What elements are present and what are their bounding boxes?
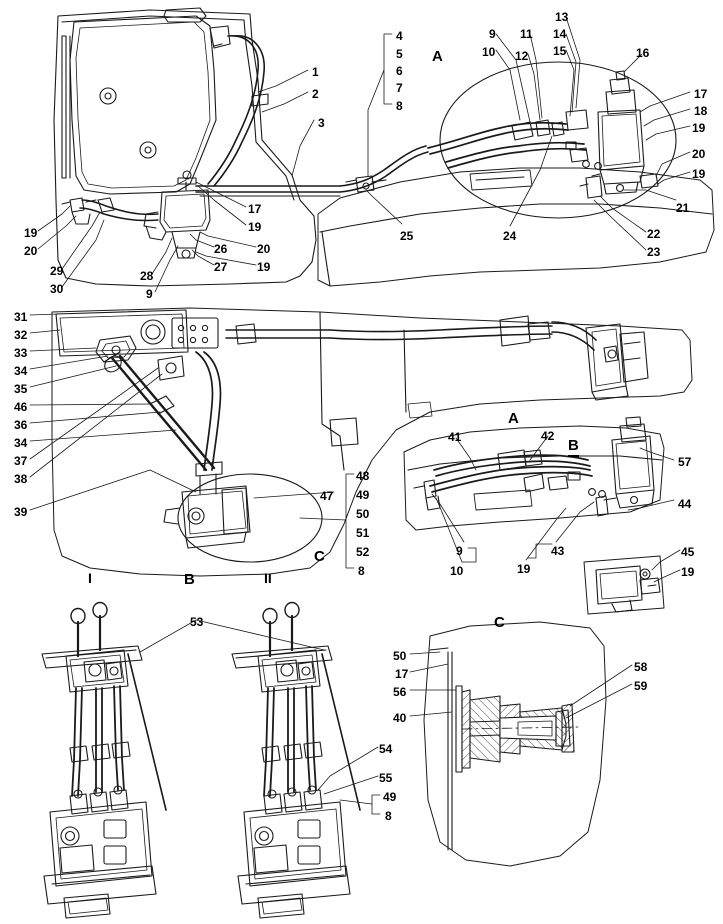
- callout-33: 33: [14, 346, 28, 360]
- callout-26: 26: [214, 242, 228, 256]
- callout-5: 5: [396, 47, 403, 61]
- callout-19-left-a: 19: [248, 220, 262, 234]
- callout-16: 16: [636, 46, 650, 60]
- callout-19-detail-45: 19: [681, 565, 695, 579]
- callout-8: 8: [396, 99, 403, 113]
- callout-12: 12: [515, 49, 529, 63]
- callout-29: 29: [50, 264, 64, 278]
- callout-19-mid: 19: [257, 260, 271, 274]
- callout-13: 13: [555, 10, 569, 24]
- callout-20-farleft: 20: [24, 244, 38, 258]
- callout-25: 25: [400, 229, 414, 243]
- callout-9: 9: [489, 27, 496, 41]
- section-label-b-bottom: B: [184, 571, 195, 588]
- section-label-b-mid: B: [568, 437, 579, 457]
- view-label-i: I: [88, 570, 92, 586]
- callout-17-right: 17: [694, 87, 708, 101]
- callout-49-bottom: 49: [383, 790, 397, 804]
- callout-53: 53: [190, 615, 204, 629]
- callout-17-detail-c: 17: [395, 667, 409, 681]
- callout-19-right-a: 19: [692, 121, 706, 135]
- callout-22: 22: [647, 227, 661, 241]
- callout-39: 39: [14, 505, 28, 519]
- callout-19-farleft: 19: [24, 226, 38, 240]
- callout-47: 47: [320, 489, 334, 503]
- callout-10-detail-a: 10: [450, 564, 464, 578]
- callout-45: 45: [681, 545, 695, 559]
- callout-50-mid: 50: [356, 507, 370, 521]
- callout-42: 42: [541, 429, 555, 443]
- section-label-c-bottom: C: [494, 614, 505, 631]
- callout-51: 51: [356, 526, 370, 540]
- callout-50-detail-c: 50: [393, 649, 407, 663]
- callout-21: 21: [676, 201, 690, 215]
- callout-37: 37: [14, 454, 28, 468]
- callout-43: 43: [551, 544, 565, 558]
- callout-38: 38: [14, 472, 28, 486]
- section-label-c-mid: C: [314, 548, 325, 565]
- callout-9-left: 9: [146, 287, 153, 301]
- callout-7: 7: [396, 81, 403, 95]
- callout-36: 36: [14, 418, 28, 432]
- callout-18: 18: [694, 104, 708, 118]
- callout-48: 48: [356, 469, 370, 483]
- callout-2: 2: [312, 87, 319, 101]
- view-label-ii: II: [264, 570, 272, 586]
- callout-34-a: 34: [14, 364, 28, 378]
- callout-35: 35: [14, 382, 28, 396]
- callout-49-mid: 49: [356, 488, 370, 502]
- callout-27: 27: [214, 260, 228, 274]
- callout-9-detail-a: 9: [456, 544, 463, 558]
- callout-44: 44: [678, 497, 692, 511]
- callout-10: 10: [482, 45, 496, 59]
- callout-14: 14: [553, 27, 567, 41]
- callout-20-mid: 20: [257, 242, 271, 256]
- callout-52: 52: [356, 545, 370, 559]
- callout-28: 28: [140, 269, 154, 283]
- callout-54: 54: [379, 742, 393, 756]
- callout-30: 30: [50, 282, 64, 296]
- callout-1: 1: [312, 65, 319, 79]
- callout-3: 3: [318, 116, 325, 130]
- section-label-a-mid: A: [508, 410, 519, 427]
- section-label-a-top: A: [432, 48, 443, 65]
- callout-24: 24: [503, 229, 517, 243]
- callout-34-b: 34: [14, 436, 28, 450]
- callout-58: 58: [634, 660, 648, 674]
- callout-6: 6: [396, 64, 403, 78]
- callout-40: 40: [393, 711, 407, 725]
- callout-8-bottom: 8: [385, 809, 392, 823]
- callout-4: 4: [396, 29, 403, 43]
- callout-15: 15: [553, 44, 567, 58]
- callout-59: 59: [634, 679, 648, 693]
- callout-19-detail-a: 19: [517, 562, 531, 576]
- callout-32: 32: [14, 328, 28, 342]
- callout-55: 55: [379, 771, 393, 785]
- callout-20-right: 20: [692, 147, 706, 161]
- callout-19-right-b: 19: [692, 167, 706, 181]
- callout-46: 46: [14, 400, 28, 414]
- callout-23: 23: [647, 245, 661, 259]
- callout-56: 56: [393, 685, 407, 699]
- callout-17-left: 17: [248, 202, 262, 216]
- callout-11: 11: [520, 27, 533, 41]
- callout-8-mid: 8: [358, 564, 365, 578]
- callout-31: 31: [14, 310, 28, 324]
- callout-41: 41: [448, 430, 462, 444]
- callout-57: 57: [678, 455, 692, 469]
